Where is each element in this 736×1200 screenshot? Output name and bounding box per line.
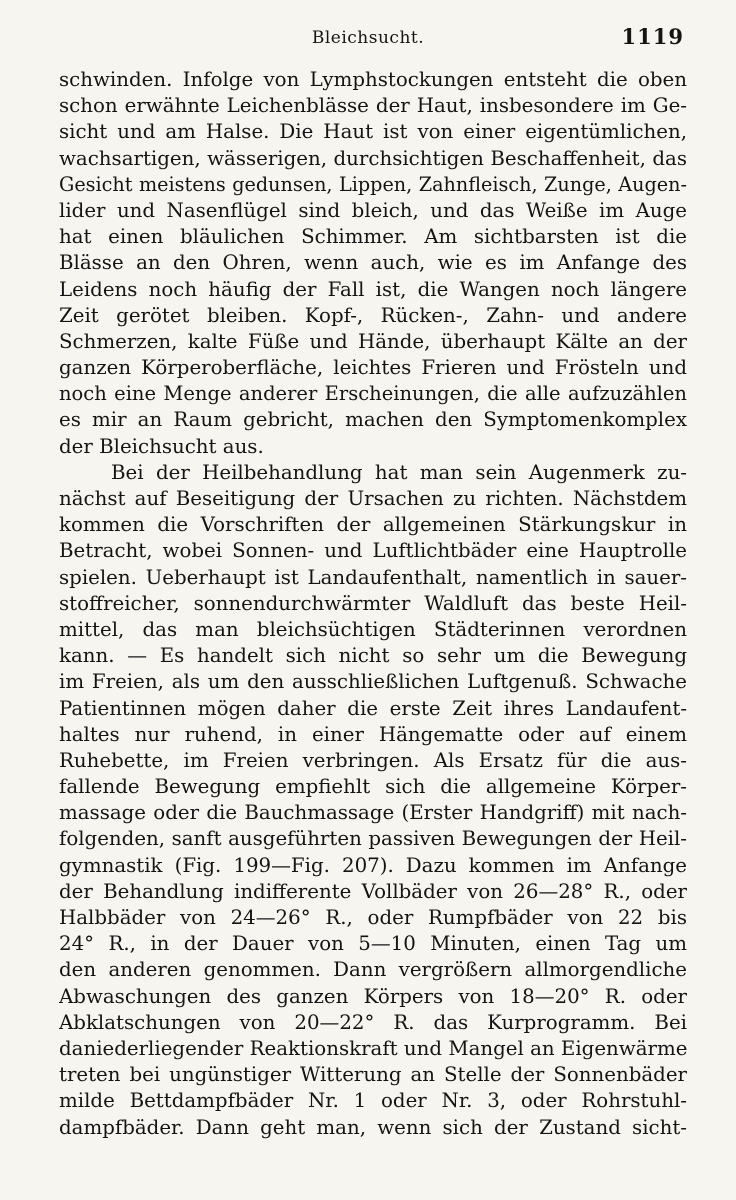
text-line: Ruhebette, im Freien verbringen. Als Ersatz für die aus- [59,748,687,772]
text-line: treten bei ungünstiger Witterung an Stelle der Sonnenbäder [59,1063,687,1087]
text-line: Halbbäder von 24—26° R., oder Rumpfbäder von 22 bis [59,906,687,929]
text-line: ganzen Körperoberfläche, leichtes Frieren und Frösteln und [59,356,687,380]
text-line: milde Bettdampfbäder Nr. 1 oder Nr. 3, oder Rohrstuhl- [59,1089,687,1113]
text-line: sicht und am Halse. Die Haut ist von einer eigentümlichen, [59,120,687,144]
text-line: den anderen genommen. Dann vergrößern allmorgendliche [59,958,687,982]
text-line: 24° R., in der Dauer von 5—10 Minuten, einen Tag um [59,932,687,956]
text-line: daniederliegender Reaktionskraft und Mangel an Eigenwärme [59,1036,687,1060]
text-line: noch eine Menge anderer Erscheinungen, die alle aufzuzählen [59,382,687,406]
text-line: Gesicht meistens gedunsen, Lippen, Zahnfleisch, Zunge, Augen- [59,172,687,196]
text-line: schwinden. Infolge von Lymphstockungen entsteht die oben [59,68,687,91]
text-line: Bei der Heilbehandlung hat man sein Augenmerk zu- [111,460,687,484]
text-line: lider und Nasenflügel sind bleich, und das Weiße im Auge [59,198,687,222]
text-line: Blässe an den Ohren, wenn auch, wie es im Anfange des [59,251,687,275]
text-line: Patientinnen mögen daher die erste Zeit ihres Landaufent- [59,696,687,720]
text-line: haltes nur ruhend, in einer Hängematte oder auf einem [59,722,687,746]
text-line: fallende Bewegung empfiehlt sich die allgemeine Körper- [59,775,687,799]
text-line: schon erwähnte Leichenblässe der Haut, insbesondere im Ge- [59,94,687,118]
running-title: Bleichsucht. [311,28,425,48]
text-line: nächst auf Beseitigung der Ursachen zu richten. Nächstdem [59,487,687,510]
text-line: spielen. Ueberhaupt ist Landaufenthalt, namentlich in sauer- [59,565,687,589]
text-line: gymnastik (Fig. 199—Fig. 207). Dazu kommen im Anfange [59,853,687,877]
text-line: Abklatschungen von 20—22° R. das Kurprogramm. Bei [59,1010,687,1034]
text-line: folgenden, sanft ausgeführten passiven Bewegungen der Heil- [59,827,687,851]
text-line: mittel, das man bleichsüchtigen Städterinnen verordnen [59,617,687,641]
text-line: Abwaschungen des ganzen Körpers von 18—20° R. oder [59,984,687,1008]
text-line: im Freien, als um den ausschließlichen Luftgenuß. Schwache [59,670,687,694]
text-line: der Behandlung indifferente Vollbäder von 26—28° R., oder [59,879,687,903]
page-number: 1119 [621,24,684,49]
text-line: Leidens noch häufig der Fall ist, die Wangen noch längere [59,277,687,301]
text-line: wachsartigen, wässerigen, durchsichtigen Beschaffenheit, das [59,146,687,170]
text-line: Betracht, wobei Sonnen- und Luftlichtbäder eine Hauptrolle [59,539,687,563]
body-text [59,67,687,1141]
text-line: dampfbäder. Dann geht man, wenn sich der Zustand sicht- [59,1115,687,1139]
text-line: stoffreicher, sonnendurchwärmter Waldluft das beste Heil- [59,591,687,615]
text-line: es mir an Raum gebricht, machen den Symptomenkomplex [59,408,687,432]
text-line: kommen die Vorschriften der allgemeinen Stärkungskur in [59,513,687,537]
text-line: der Bleichsucht aus. [59,434,264,458]
text-line: kann. — Es handelt sich nicht so sehr um die Bewegung [59,644,687,668]
text-line: Zeit gerötet bleiben. Kopf-, Rücken-, Zahn- und andere [59,303,687,327]
text-line: massage oder die Bauchmassage (Erster Handgriff) mit nach- [59,801,687,825]
text-line: Schmerzen, kalte Füße und Hände, überhaupt Kälte an der [59,329,687,353]
text-line: hat einen bläulichen Schimmer. Am sichtbarsten ist die [59,225,687,249]
